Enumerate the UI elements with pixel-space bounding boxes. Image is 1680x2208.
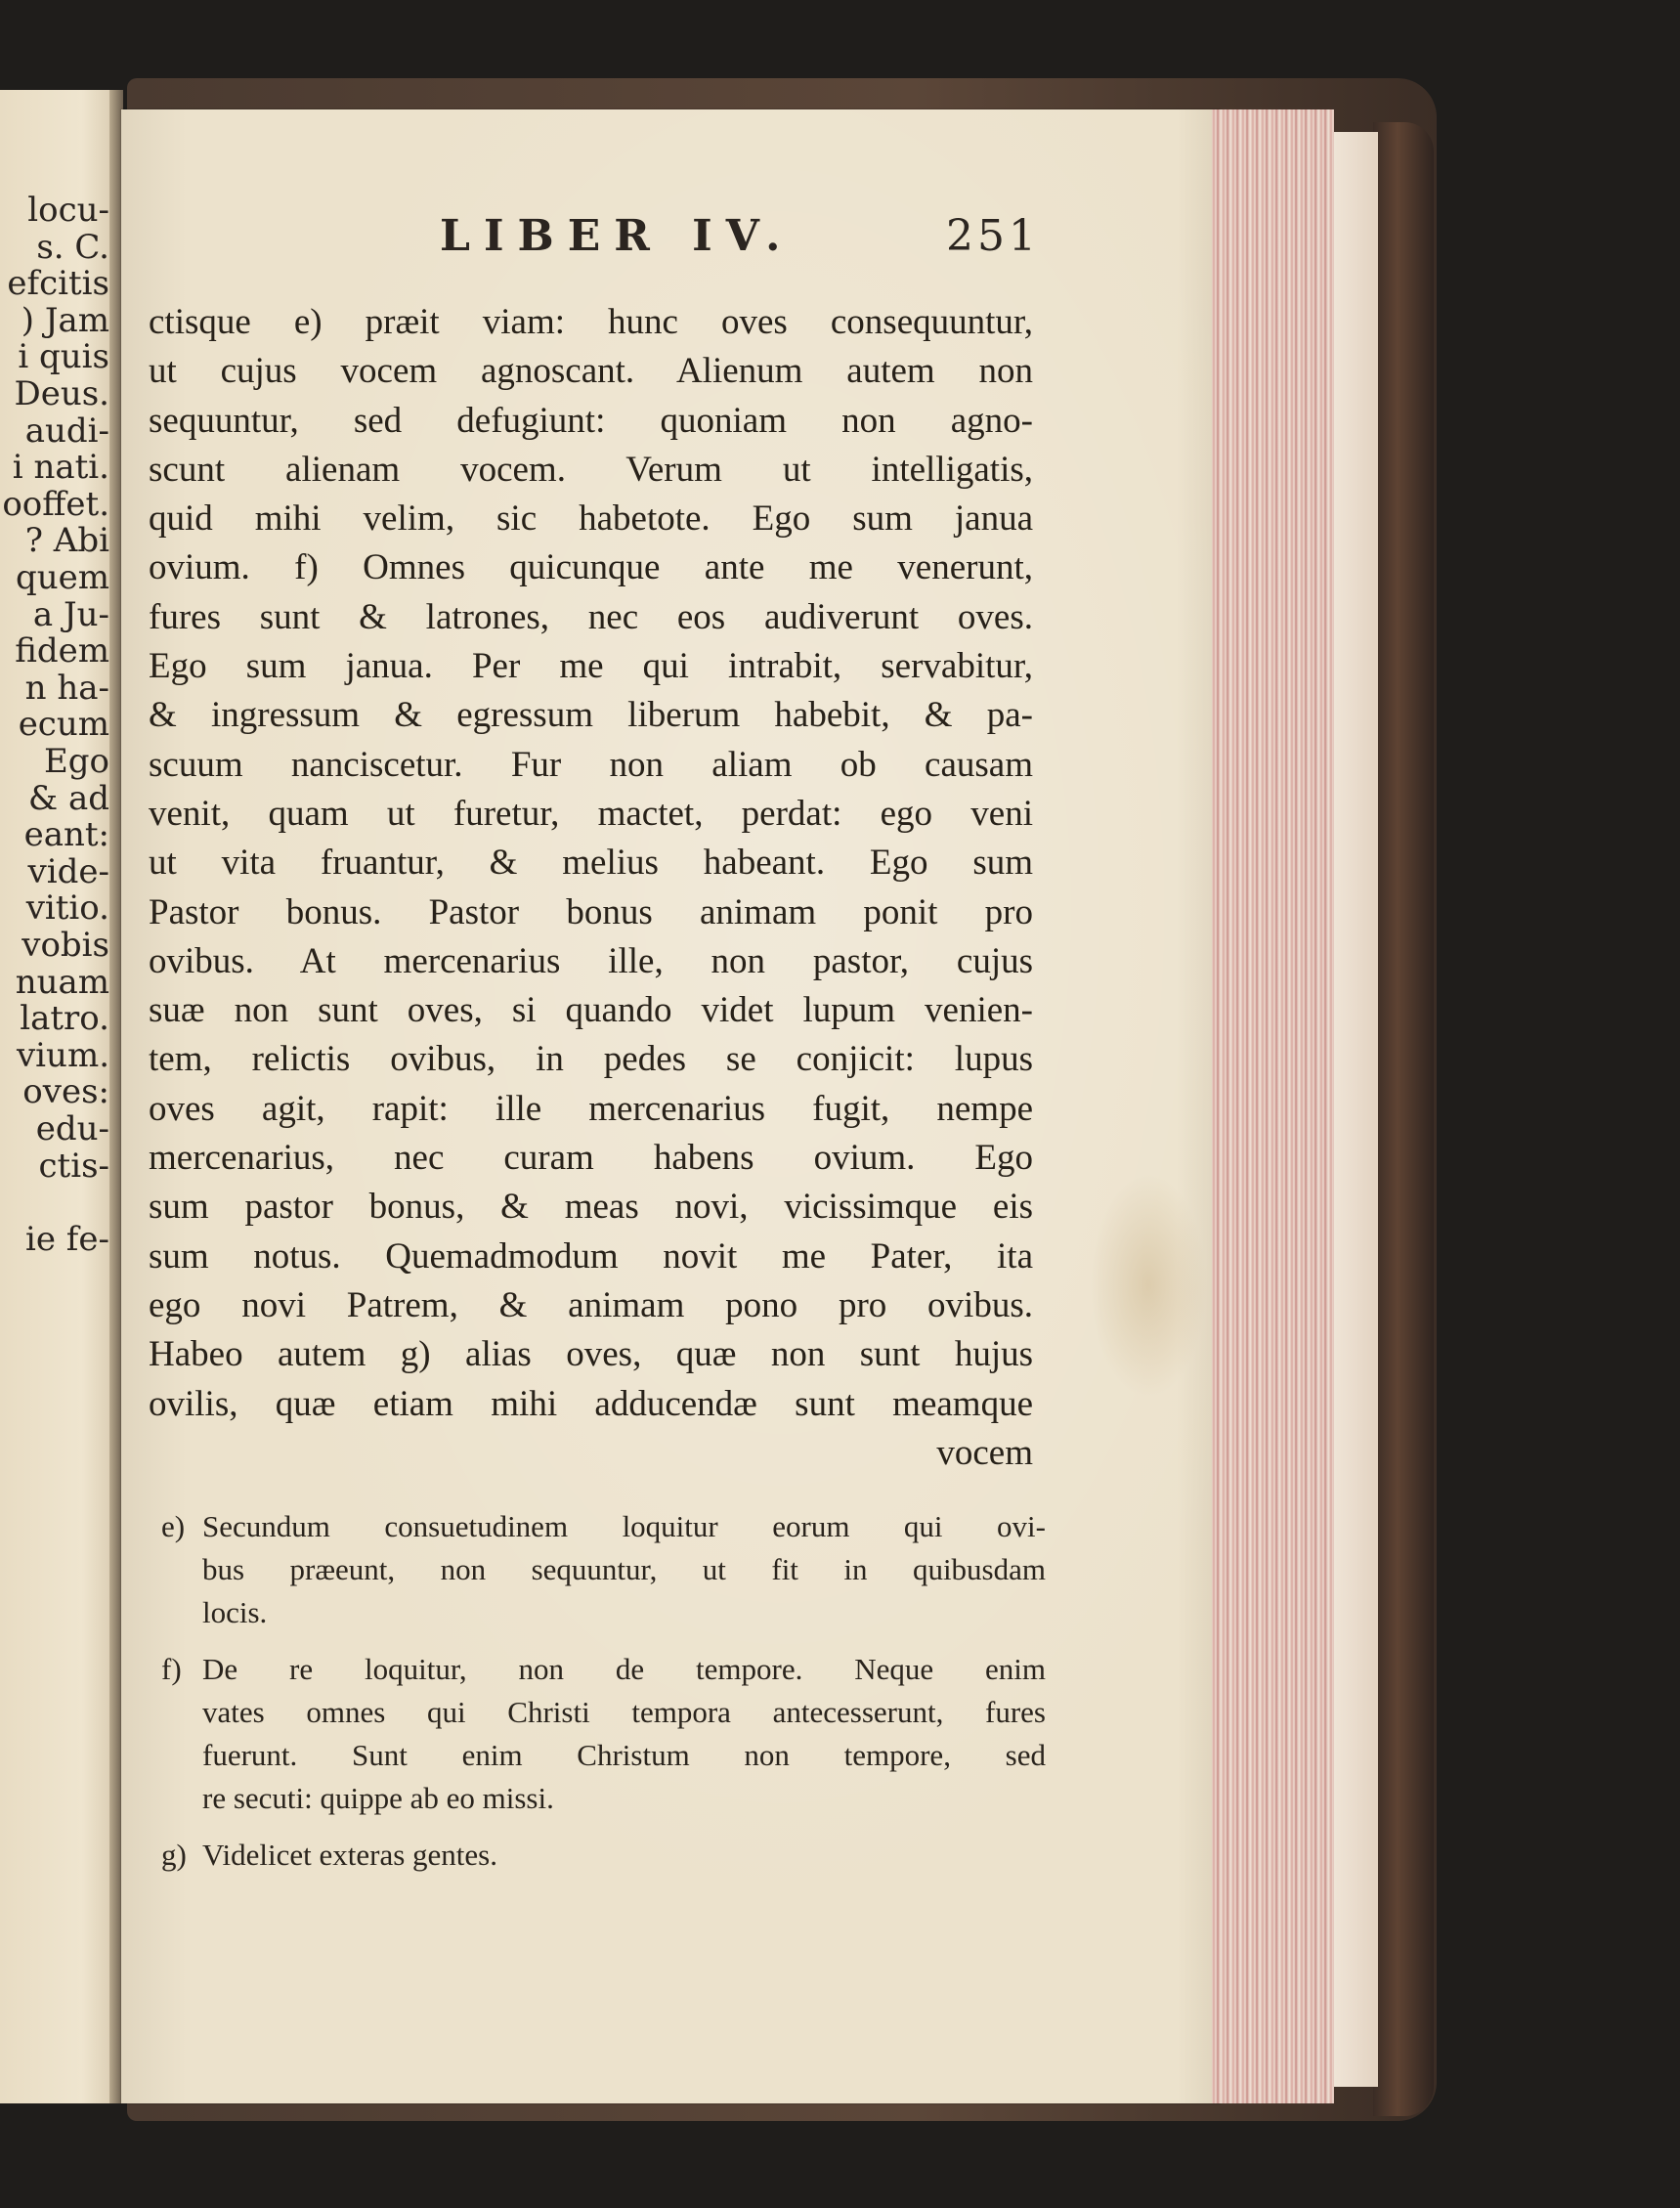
facing-page-fragment: ecum — [18, 705, 109, 745]
paper-stain — [1090, 1173, 1207, 1398]
facing-page-fragment: ) Jam — [21, 300, 109, 340]
footnote-line: Videlicet exteras gentes. — [202, 1838, 497, 1872]
page-block-edge — [1334, 132, 1378, 2087]
text-line: ut cujus vocem agnoscant. Alienum autem non — [149, 351, 1033, 392]
facing-page-fragment: ctis- — [38, 1146, 109, 1186]
text-line: oves agit, rapit: ille mercenarius fugit, nempe — [149, 1088, 1033, 1129]
facing-page-fragment: efcitis — [7, 264, 109, 304]
text-line: ego novi Patrem, & animam pono pro ovibus. — [149, 1284, 1033, 1325]
facing-page-fragment: nuam — [15, 962, 109, 1002]
facing-page-fragment: a Ju- — [32, 594, 109, 634]
facing-page-fragment: & ad — [27, 778, 109, 818]
facing-page-fragment: Deus. — [14, 374, 109, 413]
text-line: quid mihi velim, sic habetote. Ego sum janua — [149, 498, 1033, 540]
text-line: scunt alienam vocem. Verum ut intelligatis, — [149, 449, 1033, 490]
footnote-marker: f) — [161, 1652, 182, 1686]
facing-page-fragment: locu- — [27, 191, 109, 230]
facing-page-fragment: n ha- — [24, 668, 109, 708]
footnote-line: re secuti: quippe ab eo missi. — [202, 1781, 554, 1815]
text-line: fures sunt & latrones, nec eos audiverunt oves. — [149, 596, 1033, 637]
facing-page-fragment: ooffet. — [2, 484, 109, 524]
text-line: ctisque e) præit viam: hunc oves consequuntur, — [149, 302, 1033, 342]
facing-page-fragment: vitio. — [25, 888, 109, 929]
footnote-line: Secundum consuetudinem loquitur eorum qui ovi- — [202, 1509, 1046, 1543]
text-line: suæ non sunt oves, si quando videt lupum venien- — [149, 990, 1033, 1031]
footnote-marker: e) — [161, 1509, 186, 1543]
facing-page-fragment: vobis — [22, 926, 109, 965]
footnote-line: bus præeunt, non sequuntur, ut fit in quibusdam — [202, 1552, 1046, 1586]
facing-page-fragment: fidem — [15, 631, 109, 671]
text-line: ut vita fruantur, & melius habeant. Ego sum — [149, 843, 1033, 884]
facing-page-fragment: vide- — [27, 851, 109, 891]
text-line: & ingressum & egressum liberum habebit, & pa- — [149, 695, 1033, 736]
text-line: ovilis, quæ etiam mihi adducendæ sunt meamque — [149, 1383, 1033, 1424]
text-line: scuum nanciscetur. Fur non aliam ob causam — [149, 744, 1033, 785]
fore-edge — [1212, 109, 1334, 2103]
text-line: sum pastor bonus, & meas novi, vicissimque eis — [149, 1187, 1033, 1228]
facing-page-fragment: quem — [15, 558, 109, 597]
facing-page-fragment: audi- — [24, 411, 109, 451]
cover-edge — [1373, 122, 1434, 2116]
facing-page-fragment: ? Abi — [24, 521, 109, 561]
footnote-e — [161, 1505, 1046, 1634]
text-line: tem, relictis ovibus, in pedes se conjicit: lupus — [149, 1039, 1033, 1080]
facing-page-fragment: i nati. — [12, 448, 109, 488]
footnotes — [161, 1505, 1046, 1890]
footnote-marker: g) — [161, 1838, 187, 1872]
running-head: LIBER IV. — [440, 211, 795, 261]
facing-page-fragment: i quis — [18, 337, 109, 377]
page-number: 251 — [946, 211, 1040, 261]
facing-page-fragment: edu- — [35, 1109, 109, 1148]
footnote-g — [161, 1834, 1046, 1877]
text-line: Habeo autem g) alias oves, quæ non sunt hujus — [149, 1334, 1033, 1375]
catchword: vocem — [936, 1432, 1033, 1473]
text-line: ovium. f) Omnes quicunque ante me venerunt, — [149, 547, 1033, 588]
body-text — [149, 298, 1033, 1478]
footnote-line: vates omnes qui Christi tempora antecesserunt, fures — [202, 1695, 1046, 1729]
facing-page-fragment: latro. — [20, 999, 109, 1039]
footnote-f — [161, 1648, 1046, 1820]
text-line: Pastor bonus. Pastor bonus animam ponit pro — [149, 891, 1033, 932]
facing-page — [0, 90, 117, 2103]
facing-page-fragment: s. C. — [36, 227, 109, 267]
facing-page-fragment: ie fe- — [25, 1219, 109, 1259]
footnote-line: fuerunt. Sunt enim Christum non tempore, sed — [202, 1738, 1046, 1772]
text-line: ovibus. At mercenarius ille, non pastor, cujus — [149, 940, 1033, 981]
text-line: sequuntur, sed defugiunt: quoniam non agno- — [149, 400, 1033, 441]
facing-page-fragment: oves: — [22, 1072, 109, 1112]
text-line: mercenarius, nec curam habens ovium. Ego — [149, 1138, 1033, 1179]
facing-page-fragment: eant: — [23, 815, 109, 855]
text-line: venit, quam ut furetur, mactet, perdat: ego veni — [149, 793, 1033, 834]
text-line: sum notus. Quemadmodum novit me Pater, ita — [149, 1235, 1033, 1277]
facing-page-fragment: Ego — [43, 742, 109, 781]
text-line: Ego sum janua. Per me qui intrabit, servabitur, — [149, 646, 1033, 687]
facing-page-fragment: vium. — [16, 1035, 109, 1075]
footnote-line: locis. — [202, 1595, 268, 1629]
footnote-line: De re loquitur, non de tempore. Neque enim — [202, 1652, 1046, 1686]
